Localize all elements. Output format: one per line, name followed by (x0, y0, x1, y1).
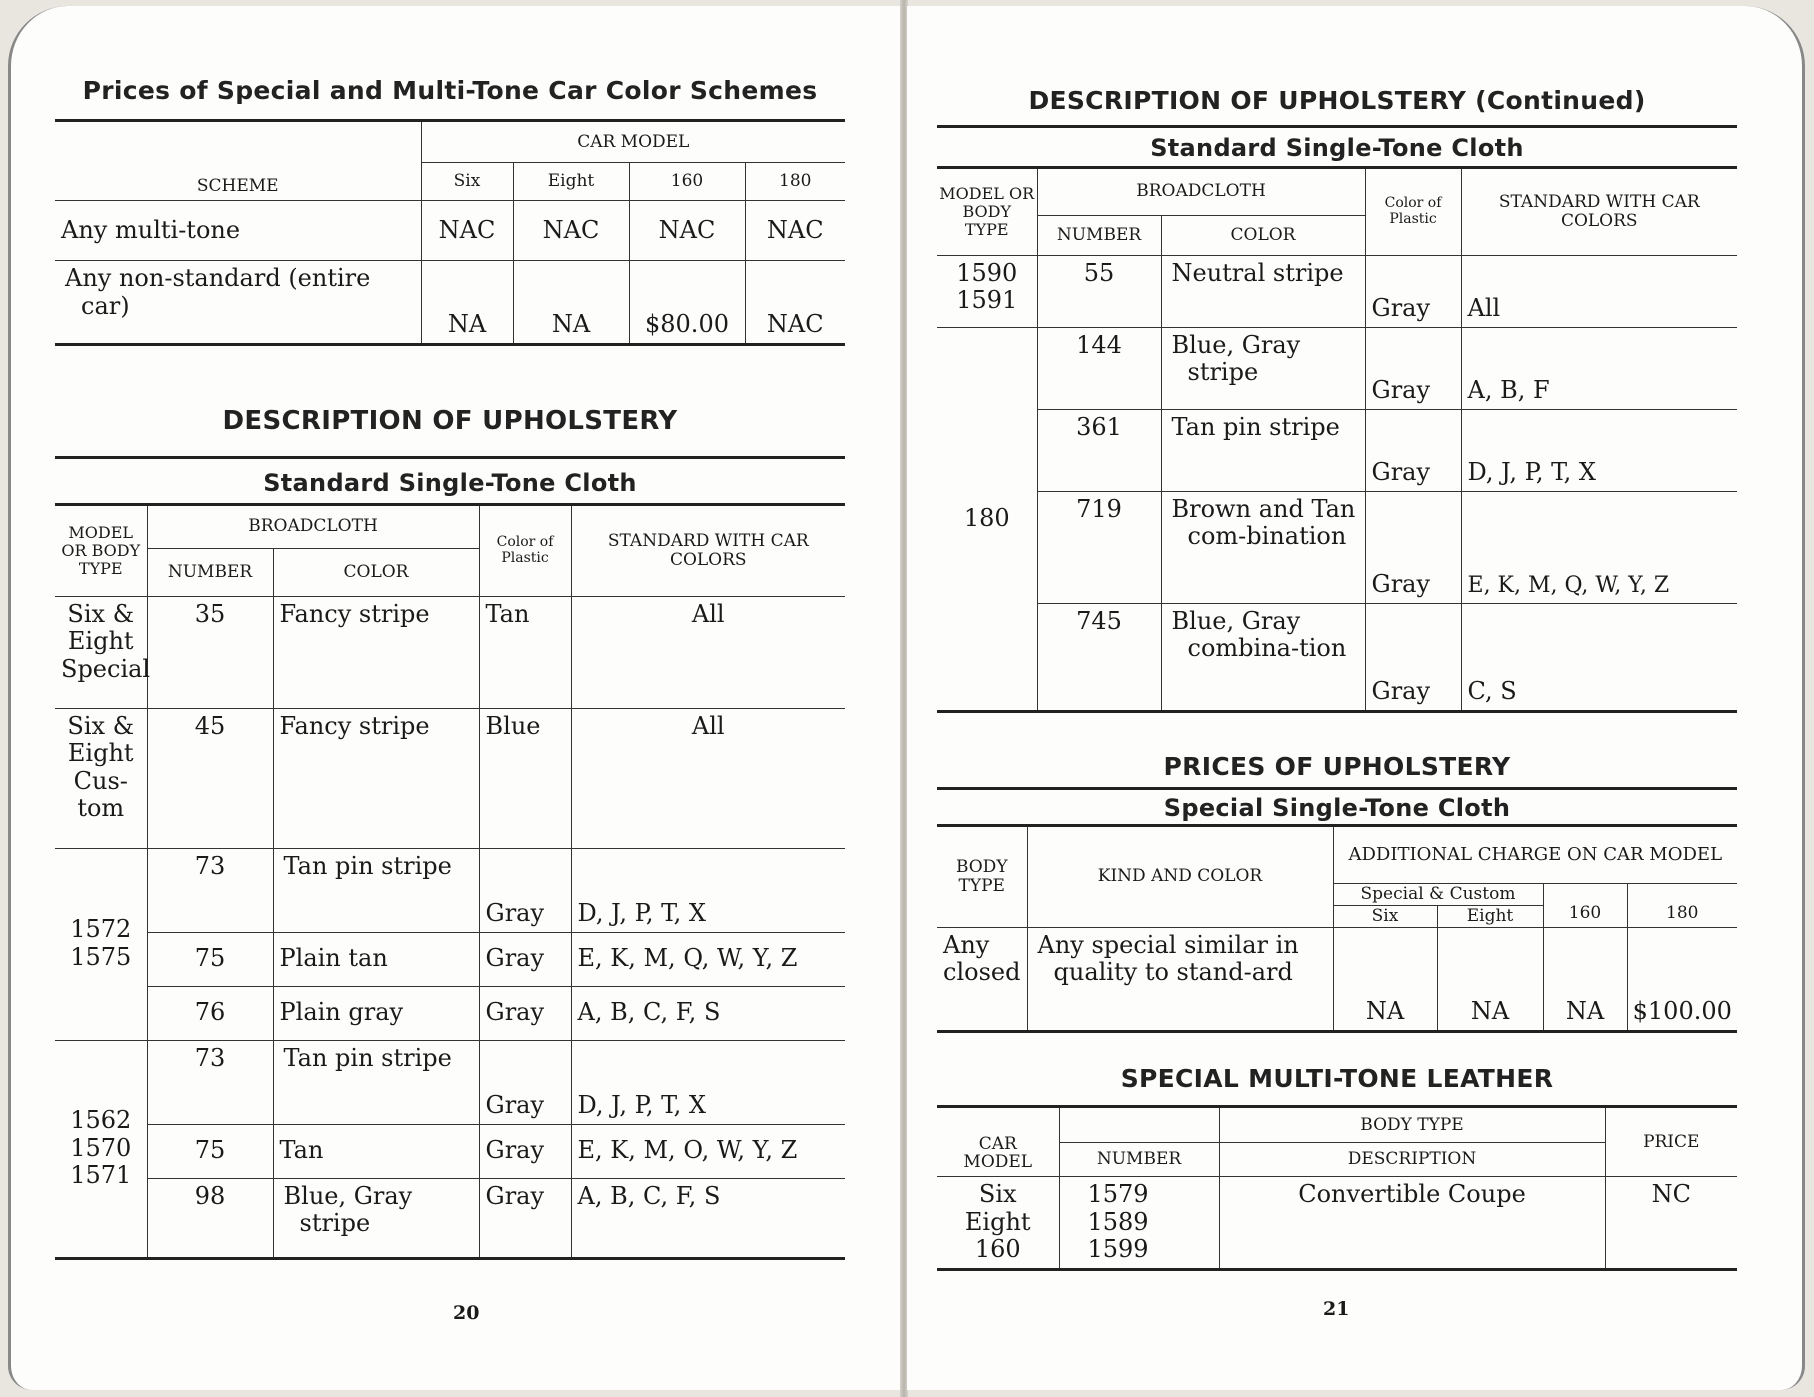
color-header: COLOR (273, 548, 479, 596)
table-row (55, 1124, 845, 1178)
price-cell: NA (1437, 927, 1543, 1031)
color-cell: Brown and Tan com-bination (1161, 491, 1365, 603)
color-cell: Blue, Gray stripe (1161, 327, 1365, 409)
color-scheme-price-table (55, 119, 845, 346)
table-row (55, 1040, 845, 1124)
standard-cell: E, K, M, Q, W, Y, Z (1461, 491, 1737, 603)
plastic-cell: Tan (479, 596, 571, 708)
col-eight-header: Eight (1437, 905, 1543, 927)
additional-charge-header: ADDITIONAL CHARGE ON CAR MODEL (1333, 827, 1737, 883)
prices-upholstery-subtitle: Special Single-Tone Cloth (1163, 794, 1511, 822)
color-cell: Tan (273, 1124, 479, 1178)
color-cell: Fancy stripe (273, 708, 479, 848)
table-row (937, 491, 1737, 603)
upholstery-continued-section (937, 86, 1737, 713)
color-cell: Tan pin stripe (273, 1040, 479, 1124)
special-custom-header: Special & Custom (1333, 883, 1543, 905)
price-cell: $80.00 (629, 261, 745, 345)
plastic-cell: Gray (479, 1124, 571, 1178)
plastic-header: Color of Plastic (479, 506, 571, 596)
standard-cell: All (1461, 255, 1737, 327)
model-header: MODEL OR BODY TYPE (55, 506, 147, 596)
car-model-header: CAR MODEL (937, 1107, 1059, 1177)
price-cell: NAC (745, 261, 845, 345)
plastic-cell: Gray (1365, 409, 1461, 491)
number-cell: 73 (147, 848, 273, 932)
car-model-cell: Six Eight 160 (937, 1177, 1059, 1270)
standard-cell: D, J, P, T, X (1461, 409, 1737, 491)
table-row (55, 708, 845, 848)
plastic-cell: Blue (479, 708, 571, 848)
standard-cell: E, K, M, O, W, Y, Z (571, 1124, 845, 1178)
plastic-cell: Gray (479, 986, 571, 1040)
price-cell: NA (421, 261, 513, 345)
number-cell: 361 (1037, 409, 1161, 491)
plastic-cell: Gray (479, 1040, 571, 1124)
model-cell: Six & Eight Special (55, 596, 147, 708)
table-row (55, 932, 845, 986)
color-cell: Plain tan (273, 932, 479, 986)
upholstery-subtitle: Standard Single-Tone Cloth (263, 469, 637, 497)
color-scheme-price-title: Prices of Special and Multi-Tone Car Color Schemes (82, 76, 818, 105)
model-cell: 1590 1591 (937, 255, 1037, 327)
plastic-cell: Gray (1365, 603, 1461, 711)
standard-cell: C, S (1461, 603, 1737, 711)
price-header: PRICE (1605, 1107, 1737, 1177)
standard-cell: A, B, F (1461, 327, 1737, 409)
upholstery-table (55, 506, 845, 1260)
plastic-cell: Gray (1365, 327, 1461, 409)
page-21 (907, 6, 1805, 1390)
price-cell: NA (1543, 927, 1627, 1031)
plastic-header: Color of Plastic (1365, 169, 1461, 255)
standard-cell: A, B, C, F, S (571, 986, 845, 1040)
standard-cell: D, J, P, T, X (571, 848, 845, 932)
number-cell: 75 (147, 1124, 273, 1178)
body-type-header: BODY TYPE (1219, 1107, 1605, 1143)
prices-upholstery-table (937, 827, 1737, 1033)
table-row (937, 255, 1737, 327)
model-cell: 1572 1575 (55, 848, 147, 1040)
col-160-header: 160 (1543, 883, 1627, 927)
upholstery-continued-subtitle-band (937, 125, 1737, 169)
number-cell: 73 (147, 1040, 273, 1124)
price-cell: NAC (629, 201, 745, 261)
prices-upholstery-section (937, 752, 1737, 1033)
table-row (55, 848, 845, 932)
color-cell: Blue, Gray stripe (273, 1178, 479, 1258)
standard-cell: A, B, C, F, S (571, 1178, 845, 1258)
standard-cell: E, K, M, Q, W, Y, Z (571, 932, 845, 986)
number-cell: 1579 1589 1599 (1059, 1177, 1219, 1270)
col-180-header: 180 (1627, 883, 1737, 927)
price-cell: $100.00 (1627, 927, 1737, 1031)
color-cell: Blue, Gray combina-tion (1161, 603, 1365, 711)
col-eight-header: Eight (513, 163, 629, 201)
color-cell: Plain gray (273, 986, 479, 1040)
col-six-header: Six (421, 163, 513, 201)
upholstery-subtitle-band (55, 456, 845, 506)
table-row (55, 261, 845, 345)
standard-header: STANDARD WITH CAR COLORS (1461, 169, 1737, 255)
number-header: NUMBER (1059, 1143, 1219, 1177)
price-cell: NAC (745, 201, 845, 261)
color-header: COLOR (1161, 215, 1365, 255)
table-row (937, 603, 1737, 711)
number-header: NUMBER (1037, 215, 1161, 255)
number-cell: 745 (1037, 603, 1161, 711)
scheme-cell: Any non-standard (entire car) (55, 261, 421, 345)
scheme-header: SCHEME (55, 121, 421, 201)
plastic-cell: Gray (479, 1178, 571, 1258)
upholstery-continued-subtitle: Standard Single-Tone Cloth (1150, 134, 1524, 162)
upholstery-section (55, 406, 845, 1260)
color-cell: Tan pin stripe (273, 848, 479, 932)
car-model-header: CAR MODEL (421, 121, 845, 163)
number-cell: 719 (1037, 491, 1161, 603)
plastic-cell: Gray (479, 932, 571, 986)
page-number: 20 (453, 1302, 480, 1324)
blank-header (1059, 1107, 1219, 1143)
leather-table (937, 1105, 1737, 1271)
color-cell: Neutral stripe (1161, 255, 1365, 327)
body-type-cell: Any closed (937, 927, 1027, 1031)
color-scheme-price-section (55, 76, 845, 346)
standard-cell: All (571, 596, 845, 708)
number-cell: 76 (147, 986, 273, 1040)
table-row (55, 1178, 845, 1258)
table-row (55, 596, 845, 708)
plastic-cell: Gray (1365, 491, 1461, 603)
number-cell: 144 (1037, 327, 1161, 409)
upholstery-title: DESCRIPTION OF UPHOLSTERY (222, 406, 678, 436)
kind-color-cell: Any special similar in quality to stand-ard (1027, 927, 1333, 1031)
table-row (937, 409, 1737, 491)
model-header: MODEL OR BODY TYPE (937, 169, 1037, 255)
upholstery-continued-title: DESCRIPTION OF UPHOLSTERY (Continued) (1028, 86, 1646, 115)
price-cell: NAC (421, 201, 513, 261)
leather-section (937, 1064, 1737, 1271)
standard-header: STANDARD WITH CAR COLORS (571, 506, 845, 596)
plastic-cell: Gray (1365, 255, 1461, 327)
standard-cell: D, J, P, T, X (571, 1040, 845, 1124)
table-row (55, 986, 845, 1040)
plastic-cell: Gray (479, 848, 571, 932)
number-cell: 35 (147, 596, 273, 708)
number-cell: 55 (1037, 255, 1161, 327)
broadcloth-header: BROADCLOTH (1037, 169, 1365, 215)
price-cell: NC (1605, 1177, 1737, 1270)
number-cell: 98 (147, 1178, 273, 1258)
col-160-header: 160 (629, 163, 745, 201)
leather-title: SPECIAL MULTI-TONE LEATHER (1120, 1064, 1554, 1093)
price-cell: NA (1333, 927, 1437, 1031)
number-cell: 75 (147, 932, 273, 986)
prices-upholstery-subtitle-band (937, 787, 1737, 827)
number-cell: 45 (147, 708, 273, 848)
col-180-header: 180 (745, 163, 845, 201)
price-cell: NAC (513, 201, 629, 261)
prices-upholstery-title: PRICES OF UPHOLSTERY (1163, 752, 1511, 781)
standard-cell: All (571, 708, 845, 848)
scheme-cell: Any multi-tone (55, 201, 421, 261)
kind-color-header: KIND AND COLOR (1027, 827, 1333, 927)
body-type-header: BODY TYPE (937, 827, 1027, 927)
model-cell: Six & Eight Cus-tom (55, 708, 147, 848)
upholstery-continued-table (937, 169, 1737, 713)
color-cell: Tan pin stripe (1161, 409, 1365, 491)
description-cell: Convertible Coupe (1219, 1177, 1605, 1270)
color-cell: Fancy stripe (273, 596, 479, 708)
table-row (937, 927, 1737, 1031)
table-row (937, 327, 1737, 409)
table-row (55, 201, 845, 261)
page-number: 21 (1323, 1298, 1350, 1320)
description-header: DESCRIPTION (1219, 1143, 1605, 1177)
broadcloth-header: BROADCLOTH (147, 506, 479, 548)
col-six-header: Six (1333, 905, 1437, 927)
price-cell: NA (513, 261, 629, 345)
table-row (937, 1177, 1737, 1270)
page-20 (8, 6, 901, 1390)
model-cell: 1562 1570 1571 (55, 1040, 147, 1258)
model-cell: 180 (937, 327, 1037, 711)
number-header: NUMBER (147, 548, 273, 596)
